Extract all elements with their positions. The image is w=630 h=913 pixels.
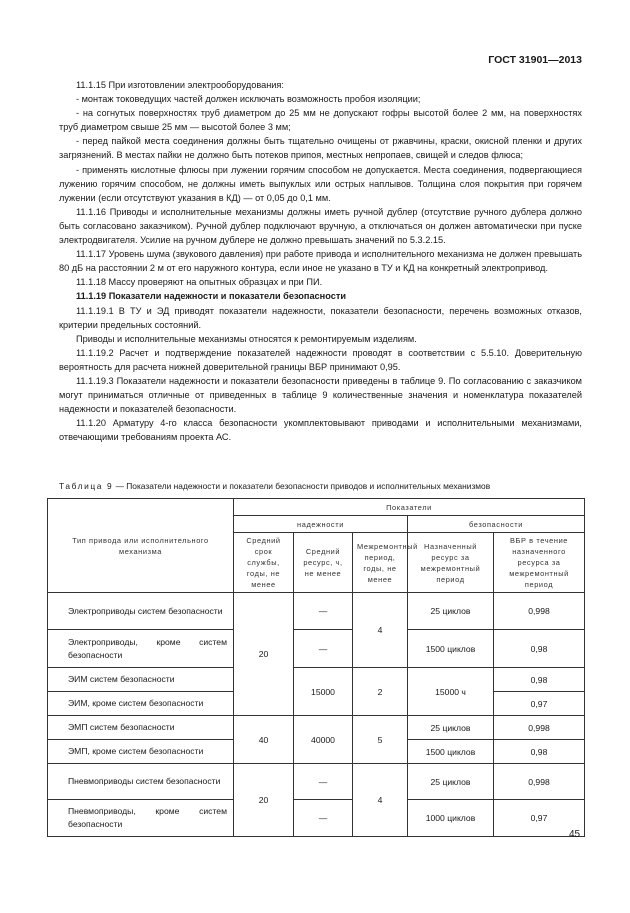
cell-resource: — xyxy=(294,630,353,668)
cell-resource: — xyxy=(294,764,353,800)
page-number: 45 xyxy=(569,829,581,840)
cell-vbr: 0,998 xyxy=(494,764,585,800)
cell-service-life: 20 xyxy=(234,764,294,837)
cell-resource: 40000 xyxy=(294,716,353,764)
body-text xyxy=(59,78,582,444)
table-row-name: ЭИМ систем безопасности xyxy=(48,668,234,692)
table-row-name: Электроприводы, кроме систем безопасности xyxy=(48,630,234,668)
header-reliability: надежности xyxy=(234,516,408,533)
cell-overhaul: 2 xyxy=(353,668,408,716)
cell-assigned: 1500 циклов xyxy=(408,630,494,668)
cell-overhaul: 4 xyxy=(353,593,408,668)
paragraph: - монтаж токоведущих частей должен исключать возможность пробоя изоляции; xyxy=(76,94,421,105)
table-row-name: Электроприводы систем безопасности xyxy=(48,593,234,630)
table-caption-text: — Показатели надежности и показатели безопасности приводов и исполнительных механизмов xyxy=(115,481,491,491)
header-safety: безопасности xyxy=(408,516,585,533)
cell-resource: 15000 xyxy=(294,668,353,716)
paragraph: 11.1.15 При изготовлении электрооборудования: xyxy=(76,80,284,90)
header-service-life: Средний срок службы, годы, не менее xyxy=(234,533,294,593)
paragraph: 11.1.17 Уровень шума (звукового давления) при работе привода и исполнительного механизма не должен превышать 80 дБ на расстоянии 2 м от его наружного контура, если иное не указано в ТУ и КД на конкретный электропривод. xyxy=(59,249,582,274)
paragraph: 11.1.16 Приводы и исполнительные механизмы должны иметь ручной дублер (отсутствие ручного дублера должно быть согласовано заказчиком). Ручной дублер подключают вручную, а отключаться он должен автоматически при пуске электродвигателя. Усилие на ручном дублере не должно превышать значений по 5.3.2.15. xyxy=(59,206,582,246)
cell-service-life: 40 xyxy=(234,716,294,764)
cell-vbr: 0,98 xyxy=(494,740,585,764)
header-assigned-resource: Назначенный ресурс за межремонтный период xyxy=(408,533,494,593)
document-header: ГОСТ 31901—2013 xyxy=(488,54,582,66)
cell-vbr: 0,97 xyxy=(494,800,585,837)
paragraph: 11.1.19.2 Расчет и подтверждение показателей надежности проводят в соответствии с 5.5.10. Доверительную вероятность для расчета нижней доверительной границы ВБР принимают 0,95. xyxy=(59,347,582,372)
cell-vbr: 0,98 xyxy=(494,668,585,692)
cell-assigned: 15000 ч xyxy=(408,668,494,716)
paragraph: - перед пайкой места соединения должны быть тщательно очищены от ржавчины, краски, окисной пленки и других загрязнений. В местах пайки не должно быть потеков припоя, местных непропаев, свищей и следов флюса; xyxy=(59,136,582,161)
header-vbr: ВБР в течение назначенного ресурса за межремонтный период xyxy=(494,533,585,593)
table-caption-label: Таблица 9 xyxy=(59,481,114,491)
paragraph: 11.1.18 Массу проверяют на опытных образцах и при ПИ. xyxy=(76,277,323,288)
cell-resource: — xyxy=(294,800,353,837)
table-row-name: ЭМП систем безопасности xyxy=(48,716,234,740)
header-type: Тип привода или исполнительного механизма xyxy=(48,499,234,593)
cell-vbr: 0,98 xyxy=(494,630,585,668)
cell-assigned: 1000 циклов xyxy=(408,800,494,837)
paragraph: 11.1.20 Арматуру 4-го класса безопасности укомплектовывают приводами и исполнительными механизмами, отвечающими требованиям проекта АС. xyxy=(59,418,582,443)
cell-vbr: 0,998 xyxy=(494,593,585,630)
cell-vbr: 0,998 xyxy=(494,716,585,740)
cell-assigned: 25 циклов xyxy=(408,764,494,800)
cell-assigned: 25 циклов xyxy=(408,593,494,630)
cell-overhaul: 4 xyxy=(353,764,408,837)
paragraph: 11.1.19.1 В ТУ и ЭД приводят показатели надежности, показатели безопасности, перечень возможных отказов, критерии предельных состояний. xyxy=(59,305,582,330)
header-indicators: Показатели xyxy=(234,499,585,516)
paragraph: Приводы и исполнительные механизмы относятся к ремонтируемым изделиям. xyxy=(76,333,417,344)
table-9 xyxy=(47,498,585,837)
table-row-name: ЭИМ, кроме систем безопасности xyxy=(48,692,234,716)
cell-assigned: 1500 циклов xyxy=(408,740,494,764)
header-resource: Средний ресурс, ч, не менее xyxy=(294,533,353,593)
table-row-name: ЭМП, кроме систем безопасности xyxy=(48,740,234,764)
paragraph: 11.1.19.3 Показатели надежности и показатели безопасности приведены в таблице 9. По согласованию с заказчиком могут приниматься отличные от приведенных в таблице 9 количественные значения и номенклатура показателей надежности и показателей безопасности. xyxy=(59,375,582,415)
table-caption xyxy=(59,481,599,491)
section-heading: 11.1.19 Показатели надежности и показатели безопасности xyxy=(76,291,346,302)
cell-resource: — xyxy=(294,593,353,630)
cell-overhaul: 5 xyxy=(353,716,408,764)
paragraph: - на согнутых поверхностях труб диаметром до 25 мм не допускают гофры высотой более 2 мм, на поверхностях труб диаметром свыше 25 мм — высотой более 3 мм; xyxy=(59,108,582,133)
table-row-name: Пневмоприводы систем безопасности xyxy=(48,764,234,800)
cell-assigned: 25 циклов xyxy=(408,716,494,740)
paragraph: - применять кислотные флюсы при лужении горячим способом не допускается. Места соединения, подвергающиеся лужению горячим способом, не должны иметь выпуклых или острых наплывов. Толщина слоя покрытия при горячем лужении (если отсутствуют указания в КД) — от 0,05 до 0,1 мм. xyxy=(59,164,582,203)
cell-service-life: 20 xyxy=(234,593,294,716)
cell-vbr: 0,97 xyxy=(494,692,585,716)
table-row-name: Пневмоприводы, кроме систем безопасности xyxy=(48,800,234,837)
header-overhaul-period: Межремонтный период, годы, не менее xyxy=(353,533,408,593)
